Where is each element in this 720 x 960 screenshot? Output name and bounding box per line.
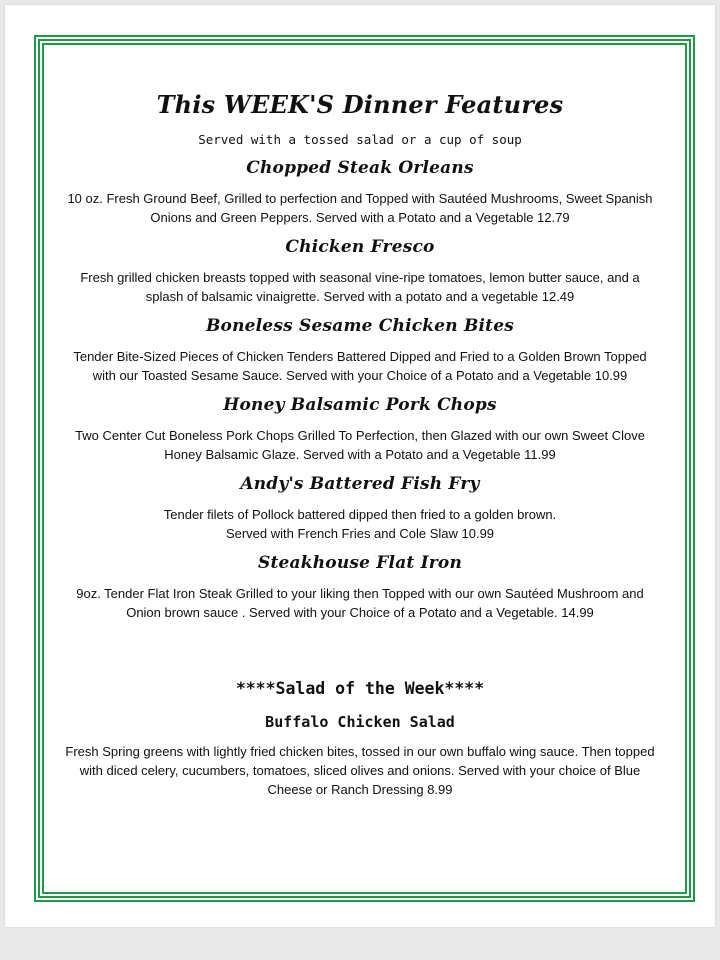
- item-description: [60, 584, 660, 622]
- salad-name: Buffalo Chicken Salad: [265, 713, 455, 731]
- item-name: Chicken Fresco: [285, 237, 435, 257]
- salad-description-line: Fresh Spring greens with lightly fried chicken bites, tossed in our own buffalo wing sauce. Then topped: [65, 744, 655, 759]
- salad-of-the-week: [60, 678, 660, 799]
- item-description-line: 9oz. Tender Flat Iron Steak Grilled to your liking then Topped with our own Sautéed Mushroom and: [76, 586, 644, 601]
- item-description-line: with our Toasted Sesame Sauce. Served with your Choice of a Potato and a Vegetable 10.99: [92, 368, 628, 383]
- item-description: [60, 347, 660, 385]
- item-description: [60, 505, 660, 543]
- menu-item: [60, 314, 660, 385]
- item-description-line: 10 oz. Fresh Ground Beef, Grilled to perfection and Topped with Sautéed Mushrooms, Sweet Spanish: [67, 191, 653, 206]
- item-description-line: Honey Balsamic Glaze. Served with a Potato and a Vegetable 11.99: [164, 447, 556, 462]
- menu-title: This WEEK'S Dinner Features: [156, 90, 564, 119]
- item-description: [60, 426, 660, 464]
- menu-item: [60, 235, 660, 306]
- menu-item: [60, 551, 660, 622]
- item-description-line: Tender Bite-Sized Pieces of Chicken Tenders Battered Dipped and Fried to a Golden Brown Topped: [73, 349, 647, 364]
- item-description-line: Served with French Fries and Cole Slaw 10.99: [225, 526, 495, 541]
- item-name: Honey Balsamic Pork Chops: [223, 395, 497, 415]
- item-name: Chopped Steak Orleans: [246, 158, 474, 178]
- item-description-line: Tender filets of Pollock battered dipped then fried to a golden brown.: [163, 507, 557, 522]
- item-description-line: Fresh grilled chicken breasts topped with seasonal vine-ripe tomatoes, lemon butter sauce, and a: [80, 270, 640, 285]
- menu-item: [60, 393, 660, 464]
- menu-subtitle: Served with a tossed salad or a cup of soup: [198, 132, 522, 147]
- salad-section-header: ****Salad of the Week****: [235, 679, 485, 698]
- salad-description: [60, 742, 660, 799]
- item-description: [60, 189, 660, 227]
- menu-item: [60, 156, 660, 227]
- item-name: Andy's Battered Fish Fry: [240, 474, 480, 494]
- menu-item: [60, 472, 660, 543]
- menu-content: [60, 88, 660, 799]
- item-description-line: Onion brown sauce . Served with your Choice of a Potato and a Vegetable. 14.99: [126, 605, 594, 620]
- item-description-line: Two Center Cut Boneless Pork Chops Grilled To Perfection, then Glazed with our own Sweet Clove: [75, 428, 645, 443]
- salad-description-line: with diced celery, cucumbers, tomatoes, sliced olives and onions. Served with your choice of Blue: [79, 763, 641, 778]
- item-description: [60, 268, 660, 306]
- item-name: Boneless Sesame Chicken Bites: [205, 316, 515, 336]
- item-name: Steakhouse Flat Iron: [257, 553, 463, 573]
- item-description-line: Onions and Green Peppers. Served with a Potato and a Vegetable 12.79: [150, 210, 570, 225]
- item-description-line: splash of balsamic vinaigrette. Served with a potato and a vegetable 12.49: [145, 289, 575, 304]
- salad-description-line: Cheese or Ranch Dressing 8.99: [267, 782, 453, 797]
